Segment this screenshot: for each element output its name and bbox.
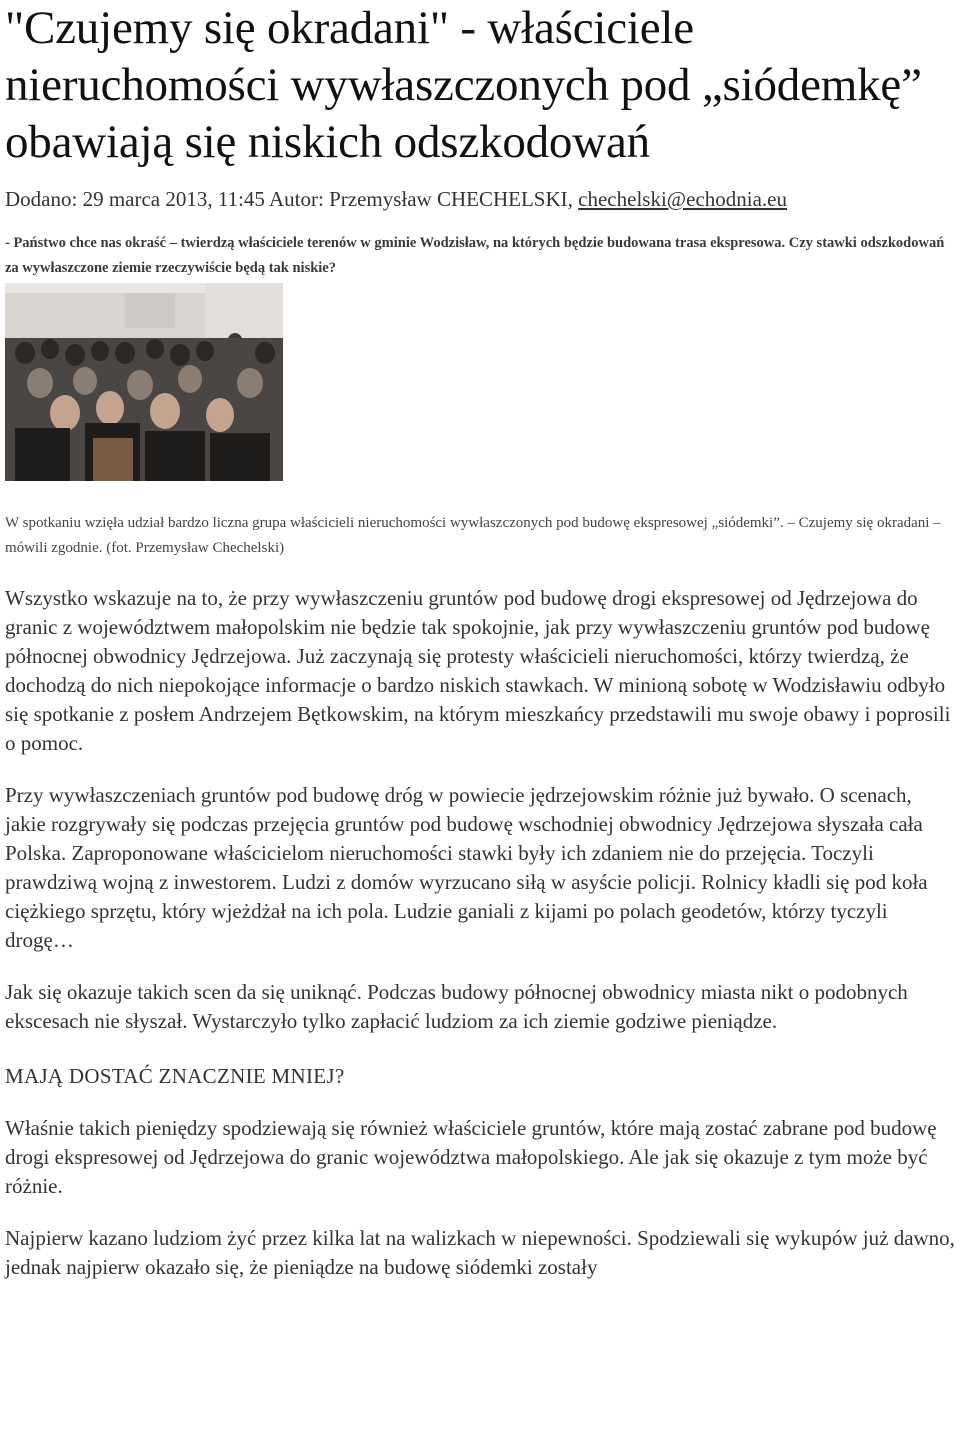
article-meta bbox=[5, 185, 955, 213]
article-paragraph: Właśnie takich pieniędzy spodziewają się również właściciele gruntów, które mają zostać zabrane pod budowę drogi ekspresowej od Jędrzejowa do granic województwa małopolskiego. Ale jak się okazuje z tym może być różnie. bbox=[5, 1116, 937, 1198]
article-lead: - Państwo chce nas okraść – twierdzą właściciele terenów w gminie Wodzisław, na których będzie budowana trasa ekspresowa. Czy stawki odszkodowań za wywłaszczone ziemie rzeczywiście będą tak niskie? bbox=[5, 235, 945, 276]
article-paragraph: Przy wywłaszczeniach gruntów pod budowę dróg w powiecie jędrzejowskim różnie już bywało. O scenach, jakie rozgrywały się podczas przejęcia gruntów pod budowę wschodniej obwodnicy Jędrzejowa słyszała cała Polska. Zaproponowane właścicielom nieruchomości stawki były ich zdaniem nie do przejęcia. Toczyli prawdziwą wojną z inwestorem. Ludzi z domów wyrzucano siłą w asyście policji. Rolnicy kładli się pod koła ciężkiego sprzętu, który wjeżdżał na ich pola. Ludzie ganiali z kijami po polach geodetów, którzy tyczyli drogę… bbox=[5, 783, 928, 952]
author-email-link[interactable]: chechelski@echodnia.eu bbox=[578, 187, 787, 211]
article-title: "Czujemy się okradani" - właściciele nieruchomości wywłaszczonych pod „siódemkę” obawiają się niskich odszkodowań bbox=[5, 2, 922, 168]
article-date-author: Dodano: 29 marca 2013, 11:45 Autor: Przemysław CHECHELSKI, bbox=[5, 187, 579, 211]
article-paragraph: Wszystko wskazuje na to, że przy wywłaszczeniu gruntów pod budowę drogi ekspresowej od Jędrzejowa do granic z województwem małopolskim nie będzie tak spokojnie, jak przy wywłaszczeniu gruntów pod budowę północnej obwodnicy Jędrzejowa. Już zaczynają się protesty właścicieli nieruchomości, którzy twierdzą, że dochodzą do nich niepokojące informacje o bardzo niskich stawkach. W minioną sobotę w Wodzisławiu odbyło się spotkanie z posłem Andrzejem Bętkowskim, na którym mieszkańcy przedstawili mu swoje obawy i poprosili o pomoc. bbox=[5, 586, 951, 755]
article-subheading: MAJĄ DOSTAĆ ZNACZNIE MNIEJ? bbox=[5, 1064, 345, 1088]
article-photo bbox=[5, 283, 283, 481]
article-paragraph: Jak się okazuje takich scen da się uniknąć. Podczas budowy północnej obwodnicy miasta nikt o podobnych ekscesach nie słyszał. Wystarczyło tylko zapłacić ludziom za ich ziemie godziwe pieniądze. bbox=[5, 980, 908, 1033]
meeting-photo-image bbox=[5, 283, 283, 481]
photo-caption: W spotkaniu wzięła udział bardzo liczna grupa właścicieli nieruchomości wywłaszczonych pod budowę ekspresowej „siódemki”. – Czujemy się okradani – mówili zgodnie. (fot. Przemysław Chechelski) bbox=[5, 515, 941, 556]
article bbox=[5, 0, 955, 1282]
article-paragraph: Najpierw kazano ludziom żyć przez kilka lat na walizkach w niepewności. Spodziewali się wykupów już dawno, jednak najpierw okazało się, że pieniądze na budowę siódemki zostały bbox=[5, 1226, 955, 1279]
